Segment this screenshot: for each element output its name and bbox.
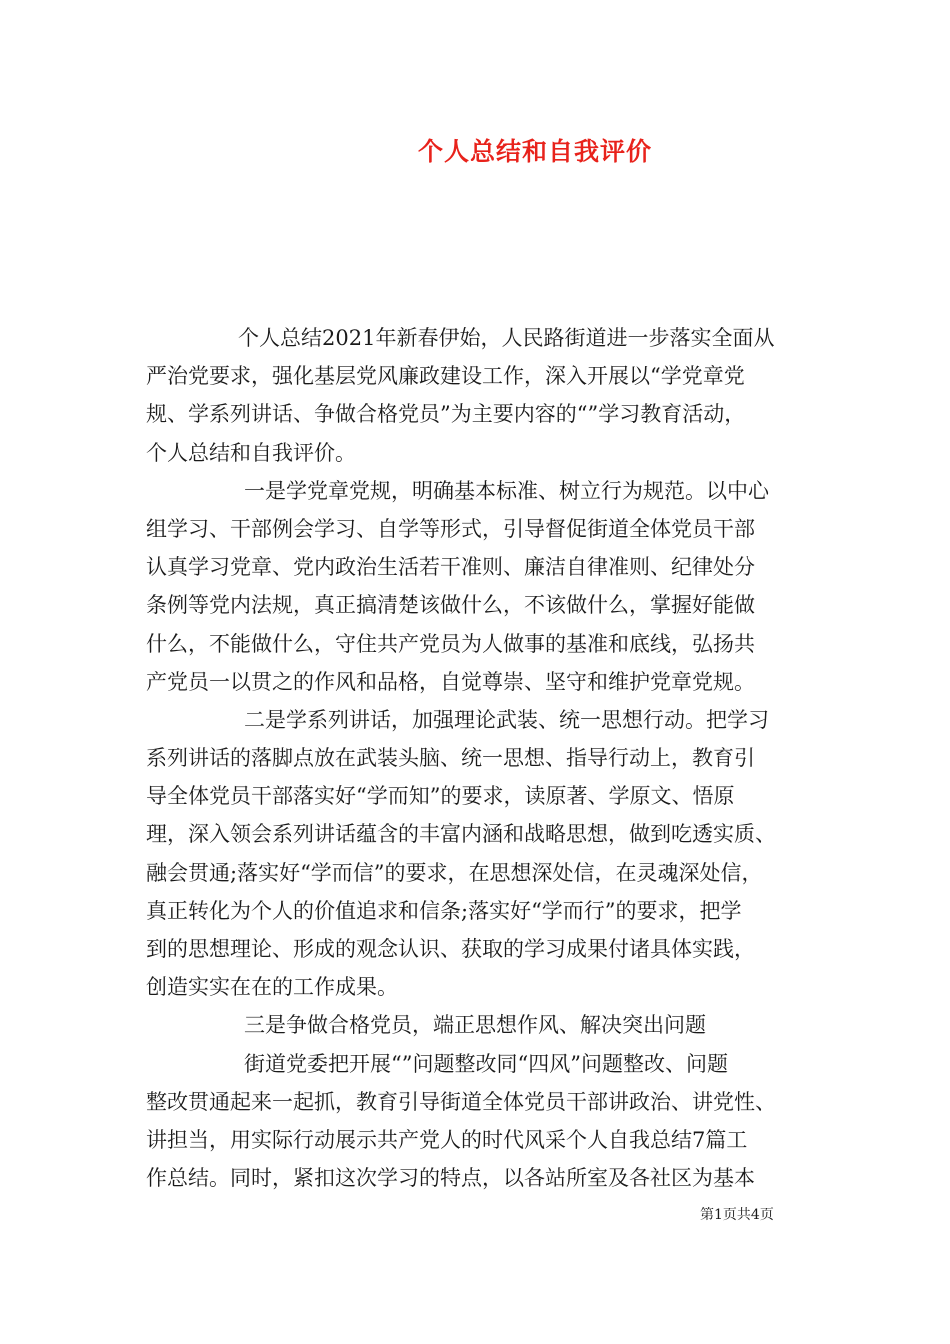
paragraph-line: 导全体党员干部落实好“学而知”的要求，读原著、学原文、悟原 xyxy=(146,784,735,809)
paragraph-line: 组学习、干部例会学习、自学等形式，引导督促街道全体党员干部 xyxy=(146,516,755,541)
paragraph-line: 创造实实在在的工作成果。 xyxy=(146,975,398,1000)
paragraph-line: 什么，不能做什么，守住共产党员为人做事的基准和底线，弘扬共 xyxy=(146,631,755,656)
paragraph-line: 三是争做合格党员，端正思想作风、解决突出问题 xyxy=(244,1013,706,1038)
paragraph-line: 条例等党内法规，真正搞清楚该做什么，不该做什么，掌握好能做 xyxy=(146,593,755,618)
document-body xyxy=(146,319,808,1197)
paragraph-line: 产党员一以贯之的作风和品格，自觉尊崇、坚守和维护党章党规。 xyxy=(146,669,755,694)
paragraph-line: 严治党要求，强化基层党风廉政建设工作，深入开展以“学党章党 xyxy=(146,364,745,389)
page-number: 第1页共4页 xyxy=(700,1207,774,1223)
paragraph-line: 一是学党章党规，明确基本标准、树立行为规范。以中心 xyxy=(244,478,769,503)
paragraph-line: 到的思想理论、形成的观念认识、获取的学习成果付诸具体实践， xyxy=(146,937,755,961)
paragraph-line: 真正转化为个人的价值追求和信条;落实好“学而行”的要求，把学 xyxy=(146,898,742,923)
paragraph-line: 作总结。同时，紧扣这次学习的特点，以各站所室及各社区为基本 xyxy=(146,1166,755,1191)
paragraph-line: 认真学习党章、党内政治生活若干准则、廉洁自律准则、纪律处分 xyxy=(146,555,755,580)
paragraph-line: 规、学系列讲话、争做合格党员”为主要内容的“”学习教育活动， xyxy=(146,402,746,427)
paragraph-line: 个人总结2021年新春伊始，人民路街道进一步落实全面从 xyxy=(238,326,775,350)
paragraph-line: 二是学系列讲话，加强理论武装、统一思想行动。把学习 xyxy=(244,707,769,732)
paragraph-line: 系列讲话的落脚点放在武装头脑、统一思想、指导行动上，教育引 xyxy=(146,746,755,771)
paragraph-line: 融会贯通;落实好“学而信”的要求，在思想深处信，在灵魂深处信， xyxy=(146,860,763,885)
paragraph-line: 个人总结和自我评价。 xyxy=(146,440,356,465)
paragraph-line: 街道党委把开展“”问题整改同“四风”问题整改、问题 xyxy=(244,1051,728,1076)
paragraph-line: 理，深入领会系列讲话蕴含的丰富内涵和战略思想，做到吃透实质、 xyxy=(146,822,776,847)
paragraph-line: 整改贯通起来一起抓，教育引导街道全体党员干部讲政治、讲党性、 xyxy=(146,1089,776,1114)
document-title: 个人总结和自我评价 xyxy=(417,137,652,166)
paragraph-line: 讲担当，用实际行动展示共产党人的时代风采个人自我总结7篇工 xyxy=(146,1127,748,1152)
